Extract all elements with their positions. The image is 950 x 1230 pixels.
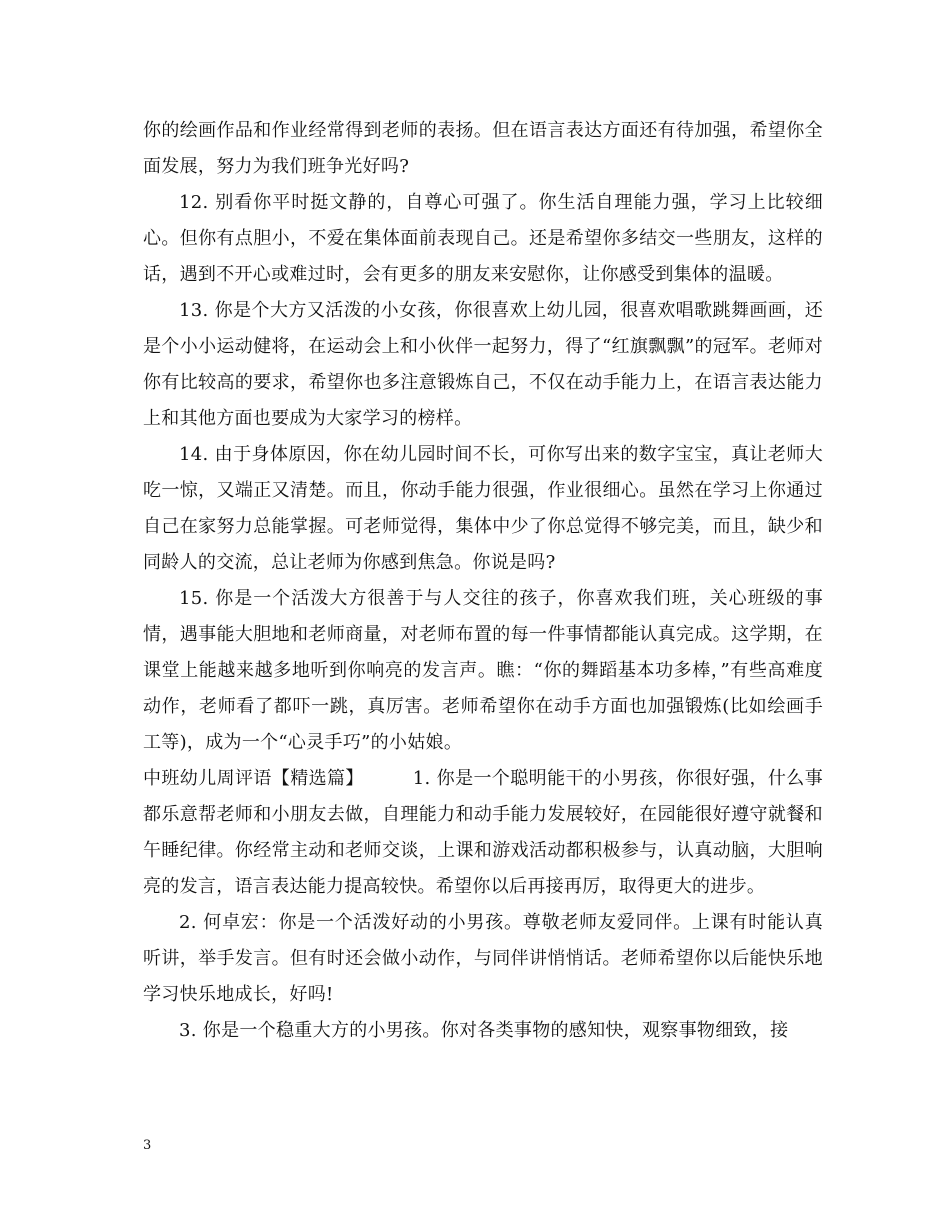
paragraph-item-12: 12. 别看你平时挺文静的，自尊心可强了。你生活自理能力强，学习上比较细心。但你有点胆小，不爱在集体面前表现自己。还是希望你多结交一些朋友，这样的话，遇到不开心或难过时，会有更多的朋友来安慰你，让你感受到集体的温暖。 bbox=[143, 192, 823, 285]
page-number: 3 bbox=[143, 1138, 152, 1153]
paragraph-item-2: 2. 何卓宏：你是一个活泼好动的小男孩。尊敬老师友爱同伴。上课有时能认真听讲，举手发言。但有时还会做小动作，与同伴讲悄悄话。老师希望你以后能快乐地学习快乐地成长，好吗! bbox=[143, 912, 823, 1005]
paragraph-item-3: 3. 你是一个稳重大方的小男孩。你对各类事物的感知快，观察事物细致，接 bbox=[179, 1020, 789, 1041]
paragraph-item-13: 13. 你是个大方又活泼的小女孩，你很喜欢上幼儿园，很喜欢唱歌跳舞画画，还是个小小运动健将，在运动会上和小伙伴一起努力，得了“红旗飘飘”的冠军。老师对你有比较高的要求，希望你也多注意锻炼自己，不仅在动手能力上，在语言表达能力上和其他方面也要成为大家学习的榜样。 bbox=[143, 300, 823, 429]
paragraph-continuation: 你的绘画作品和作业经常得到老师的表扬。但在语言表达方面还有待加强，希望你全面发展，努力为我们班争光好吗? bbox=[143, 120, 823, 177]
section-heading-paragraph: 中班幼儿周评语【精选篇】 1. 你是一个聪明能干的小男孩，你很好强，什么事都乐意帮老师和小朋友去做，自理能力和动手能力发展较好，在园能很好遵守就餐和午睡纪律。你经常主动和老师交谈，上课和游戏活动都积极参与，认真动脑，大胆响亮的发言，语言表达能力提高较快。希望你以后再接再厉，取得更大的进步。 bbox=[143, 768, 823, 897]
paragraph-item-14: 14. 由于身体原因，你在幼儿园时间不长，可你写出来的数字宝宝，真让老师大吃一惊，又端正又清楚。而且，你动手能力很强，作业很细心。虽然在学习上你通过自己在家努力总能掌握。可老师觉得，集体中少了你总觉得不够完美，而且，缺少和同龄人的交流，总让老师为你感到焦急。你说是吗? bbox=[143, 444, 823, 573]
paragraph-item-15: 15. 你是一个活泼大方很善于与人交往的孩子，你喜欢我们班，关心班级的事情，遇事能大胆地和老师商量，对老师布置的每一件事情都能认真完成。这学期，在课堂上能越来越多地听到你响亮的发言声。瞧：“你的舞蹈基本功多棒，”有些高难度动作，老师看了都吓一跳，真厉害。老师希望你在动手方面也加强锻炼(比如绘画手工等)，成为一个“心灵手巧”的小姑娘。 bbox=[143, 588, 823, 753]
document-body bbox=[143, 113, 823, 1049]
